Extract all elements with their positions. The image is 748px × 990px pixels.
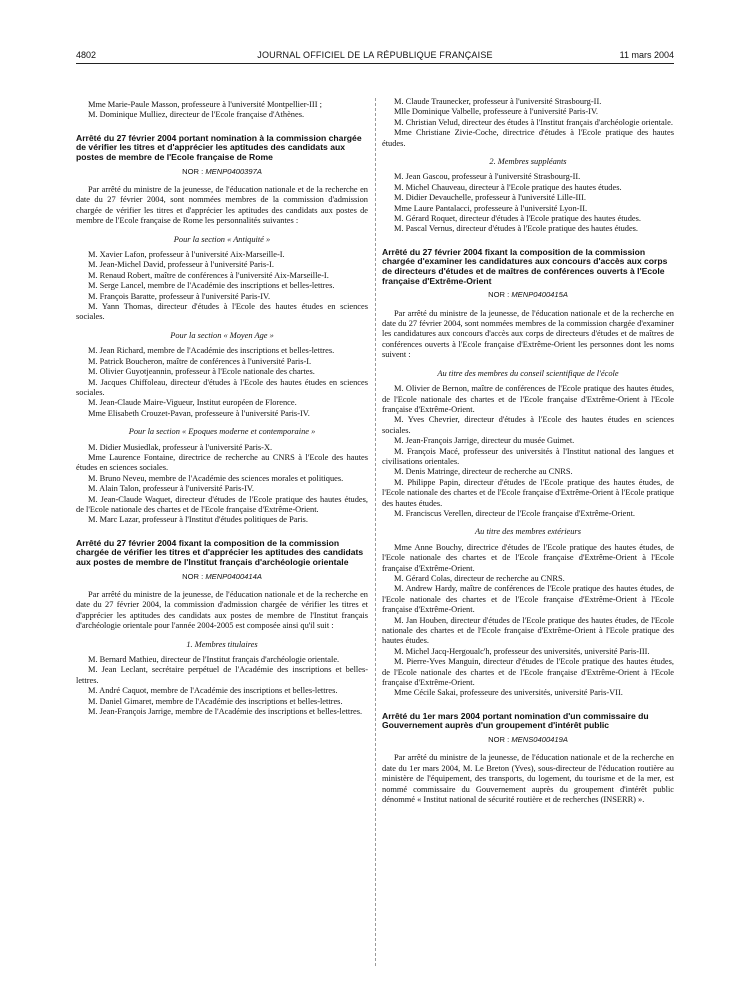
decree-intro: Par arrêté du ministre de la jeunesse, de l'éducation nationale et de la recherche en date du 1er mars 2004, M. Le Breton (Yves), sous-directeur de l'éducation routière au ministère de l'équipement, des transports, du logement, du tourisme et de la mer, est nommé commissaire du Gouvernement auprès du groupement d'intérêt public dénommé « Institut national de sécurité routière et de recherches (INSERR) ». <box>382 753 674 805</box>
decree-intro: Par arrêté du ministre de la jeunesse, de l'éducation nationale et de la recherche en date du 27 février 2004, sont nommées membres de la commission d'admission chargée de vérifier les titres et d'apprécier les aptitudes des candidats aux postes de membre de l'Ecole française de Rome les personnalités suivantes : <box>76 185 368 226</box>
member-entry: M. Bruno Neveu, membre de l'Académie des sciences morales et politiques. <box>88 473 344 483</box>
member-entry: M. Pascal Vernus, directeur d'études à l'Ecole pratique des hautes études. <box>394 224 639 234</box>
member-entry: M. Yves Chevrier, directeur d'études à l'Ecole des hautes études en sciences sociales. <box>382 415 674 435</box>
section-heading: Au titre des membres extérieurs <box>475 527 581 537</box>
member-entry: M. Jean-Claude Maire-Vigueur, Institut européen de Florence. <box>88 398 297 408</box>
section-heading: Pour la section « Epoques moderne et contemporaine » <box>128 427 316 437</box>
member-entry: M. André Caquot, membre de l'Académie des inscriptions et belles-lettres. <box>88 686 338 696</box>
decree-title: Arrêté du 1er mars 2004 portant nomination d'un commissaire du Gouvernement auprès d'un groupement d'intérêt public <box>382 710 649 731</box>
member-entry: Mlle Dominique Valbelle, professeure à l'université Paris-IV. <box>394 107 599 117</box>
nor-reference: NOR : MENP0400414A <box>182 571 262 581</box>
member-entry: M. Jean-François Jarrige, membre de l'Académie des inscriptions et belles-lettres. <box>88 707 363 717</box>
member-entry: Mme Elisabeth Crouzet-Pavan, professeure à l'université Paris-IV. <box>88 408 310 418</box>
member-entry: M. Michel Chauveau, directeur à l'Ecole pratique des hautes études. <box>394 182 622 192</box>
member-entry: M. Gérard Colas, directeur de recherche au CNRS. <box>394 574 565 583</box>
section-heading: 2. Membres suppléants <box>489 157 567 167</box>
member-entry: M. Claude Traunecker, professeur à l'université Strasbourg-II. <box>394 97 602 106</box>
paragraph: M. Dominique Mulliez, directeur de l'Ecole française d'Athènes. <box>88 110 305 120</box>
decree-intro: Par arrêté du ministre de la jeunesse, de l'éducation nationale et de la recherche en date du 27 février 2004, sont nommées membres de la commission chargée d'examiner les candidatures aux concours d'accès aux corps de directeurs d'études et de maîtres de conférences ouverts à l'Ecole française d'Extrême-Orient les personnes dont les noms suivent : <box>382 308 674 360</box>
decree-title: Arrêté du 27 février 2004 fixant la composition de la commission chargée de vérifier les titres et d'apprécier les aptitudes des candidats aux postes de membre de l'Institut français d'archéologie orientale <box>76 537 364 567</box>
member-entry: M. Philippe Papin, directeur d'études de l'Ecole pratique des hautes études, de l'Ecole nationale des chartes et de l'Ecole française d'Extrême-Orient à l'Ecole pratique des hautes études. <box>382 477 674 508</box>
decree-intro: Par arrêté du ministre de la jeunesse, de l'éducation nationale et de la recherche en date du 27 février 2004, la commission d'admission chargée de vérifier les titres et d'apprécier les aptitudes des candidats aux postes de membre de l'Institut français d'archéologie orientale pour l'année 2004-2005 est composée ainsi qu'il suit : <box>76 589 368 631</box>
member-entry: M. Jean-Michel David, professeur à l'université Paris-I. <box>88 260 274 270</box>
member-entry: M. Didier Devauchelle, professeur à l'université Lille-III. <box>394 193 586 203</box>
member-entry: M. Alain Talon, professeur à l'université Paris-IV. <box>88 484 254 494</box>
member-entry: M. Jacques Chiffoleau, directeur d'études à l'Ecole des hautes études en sciences sociales. <box>76 377 368 397</box>
page-number: 4802 <box>76 50 97 60</box>
section-heading: Pour la section « Moyen Age » <box>170 330 274 340</box>
nor-reference: NOR : MENS0400419A <box>488 735 568 745</box>
member-entry: M. Olivier de Bernon, maître de conférences de l'Ecole pratique des hautes études, de l'Ecole nationale des chartes et de l'Ecole française d'Extrême-Orient à l'Ecole française d'Extrême-Orient. <box>382 384 674 414</box>
member-entry: M. Jan Houben, directeur d'études de l'Ecole pratique des hautes études, de l'Ecole nationale des chartes et de l'Ecole française d'Extrême-Orient à l'Ecole pratique des hautes études. <box>382 615 674 646</box>
member-entry: Mme Laurence Fontaine, directrice de recherche au CNRS à l'Ecole des hautes études en sciences sociales. <box>76 452 368 473</box>
member-entry: M. Serge Lancel, membre de l'Académie des inscriptions et belles-lettres. <box>88 281 335 291</box>
member-entry: M. Michel Jacq-Hergoualc'h, professeur des universités, université Paris-III. <box>394 646 650 656</box>
member-entry: Mme Anne Bouchy, directrice d'études de l'Ecole pratique des hautes études, de l'Ecole nationale des chartes et de l'Ecole française d'Extrême-Orient à l'Ecole française d'Extrême-Orient. <box>382 542 674 573</box>
section-heading: Pour la section « Antiquité » <box>173 234 271 244</box>
member-entry: M. Didier Musiedlak, professeur à l'université Paris-X. <box>88 442 273 452</box>
section-heading: Au titre des membres du conseil scientifique de l'école <box>437 368 619 378</box>
nor-reference: NOR : MENP0400415A <box>488 290 568 300</box>
issue-date: 11 mars 2004 <box>619 50 674 60</box>
member-entry: M. Gérard Roquet, directeur d'études à l'Ecole pratique des hautes études. <box>394 214 641 224</box>
member-entry: Mme Cécile Sakai, professeure des universités, université Paris-VII. <box>394 688 623 698</box>
member-entry: M. Jean Gascou, professeur à l'université Strasbourg-II. <box>394 172 581 182</box>
member-entry: M. Patrick Boucheron, maître de conférences à l'université Paris-I. <box>88 356 312 366</box>
member-entry: M. Andrew Hardy, maître de conférences de l'Ecole pratique des hautes études, de l'Ecole nationale des chartes et de l'Ecole française d'Extrême-Orient à l'Ecole française d'Extrême-Orient. <box>382 584 674 615</box>
member-entry: Mme Christiane Zivie-Coche, directrice d'études à l'Ecole pratique des hautes études. <box>382 128 674 148</box>
member-entry: M. Olivier Guyotjeannin, professeur à l'Ecole nationale des chartes. <box>88 367 315 377</box>
member-entry: Mme Laure Pantalacci, professeure à l'université Lyon-II. <box>394 203 588 213</box>
left-column <box>76 100 368 717</box>
member-entry: M. Christian Velud, directeur des études à l'Institut français d'archéologie orientale. <box>394 117 673 127</box>
member-entry: M. Yann Thomas, directeur d'études à l'Ecole des hautes études en sciences sociales. <box>76 302 368 322</box>
member-entry: M. Denis Matringe, directeur de recherche au CNRS. <box>394 467 573 477</box>
nor-reference: NOR : MENP0400397A <box>182 166 262 176</box>
member-entry: M. Marc Lazar, professeur à l'Institut d'études politiques de Paris. <box>88 515 308 525</box>
column-separator <box>375 98 376 966</box>
member-entry: M. Pierre-Yves Manguin, directeur d'études de l'Ecole pratique des hautes études, de l'Ecole nationale des chartes et de l'Ecole française d'Extrême-Orient à l'Ecole française d'Extrême-Orient. <box>382 657 674 688</box>
member-entry: M. Jean-François Jarrige, directeur du musée Guimet. <box>394 436 575 446</box>
member-entry: M. Bernard Mathieu, directeur de l'Institut français d'archéologie orientale. <box>88 655 340 664</box>
member-entry: M. Jean Richard, membre de l'Académie des inscriptions et belles-lettres. <box>88 346 335 356</box>
section-heading: 1. Membres titulaires <box>186 639 258 649</box>
member-entry: M. Xavier Lafon, professeur à l'université Aix-Marseille-I. <box>88 250 285 260</box>
member-entry: M. François Macé, professeur des universités à l'Institut national des langues et civilisations orientales. <box>382 446 674 466</box>
journal-title: JOURNAL OFFICIEL DE LA RÉPUBLIQUE FRANÇAISE <box>257 50 493 60</box>
decree-title: Arrêté du 27 février 2004 portant nomination à la commission chargée de vérifier les titres et d'apprécier les aptitudes des candidats aux postes de membre de l'Ecole française de Rome <box>76 132 362 162</box>
member-entry: M. Jean-Claude Waquet, directeur d'études de l'Ecole pratique des hautes études, de l'Ecole nationale des chartes et de l'Ecole française d'Extrême-Orient. <box>76 494 368 514</box>
paragraph: Mme Marie-Paule Masson, professeure à l'université Montpellier-III ; <box>88 100 322 109</box>
member-entry: M. Daniel Gimaret, membre de l'Académie des inscriptions et belles-lettres. <box>88 696 343 706</box>
page-header <box>76 50 674 64</box>
member-entry: M. Renaud Robert, maître de conférences à l'université Aix-Marseille-I. <box>88 270 329 280</box>
right-column <box>382 97 674 806</box>
member-entry: M. Jean Leclant, secrétaire perpétuel de l'Académie des inscriptions et belles-lettres. <box>76 665 368 685</box>
member-entry: M. François Baratte, professeur à l'université Paris-IV. <box>88 291 271 301</box>
member-entry: M. Franciscus Verellen, directeur de l'Ecole française d'Extrême-Orient. <box>394 508 635 518</box>
header-rule <box>76 63 674 64</box>
decree-title: Arrêté du 27 février 2004 fixant la composition de la commission chargée d'examiner les candidatures aux concours d'accès aux corps de directeurs d'études et de maîtres de conférences ouverts à l'Ecole française d'Extrême-Orient <box>382 246 668 286</box>
